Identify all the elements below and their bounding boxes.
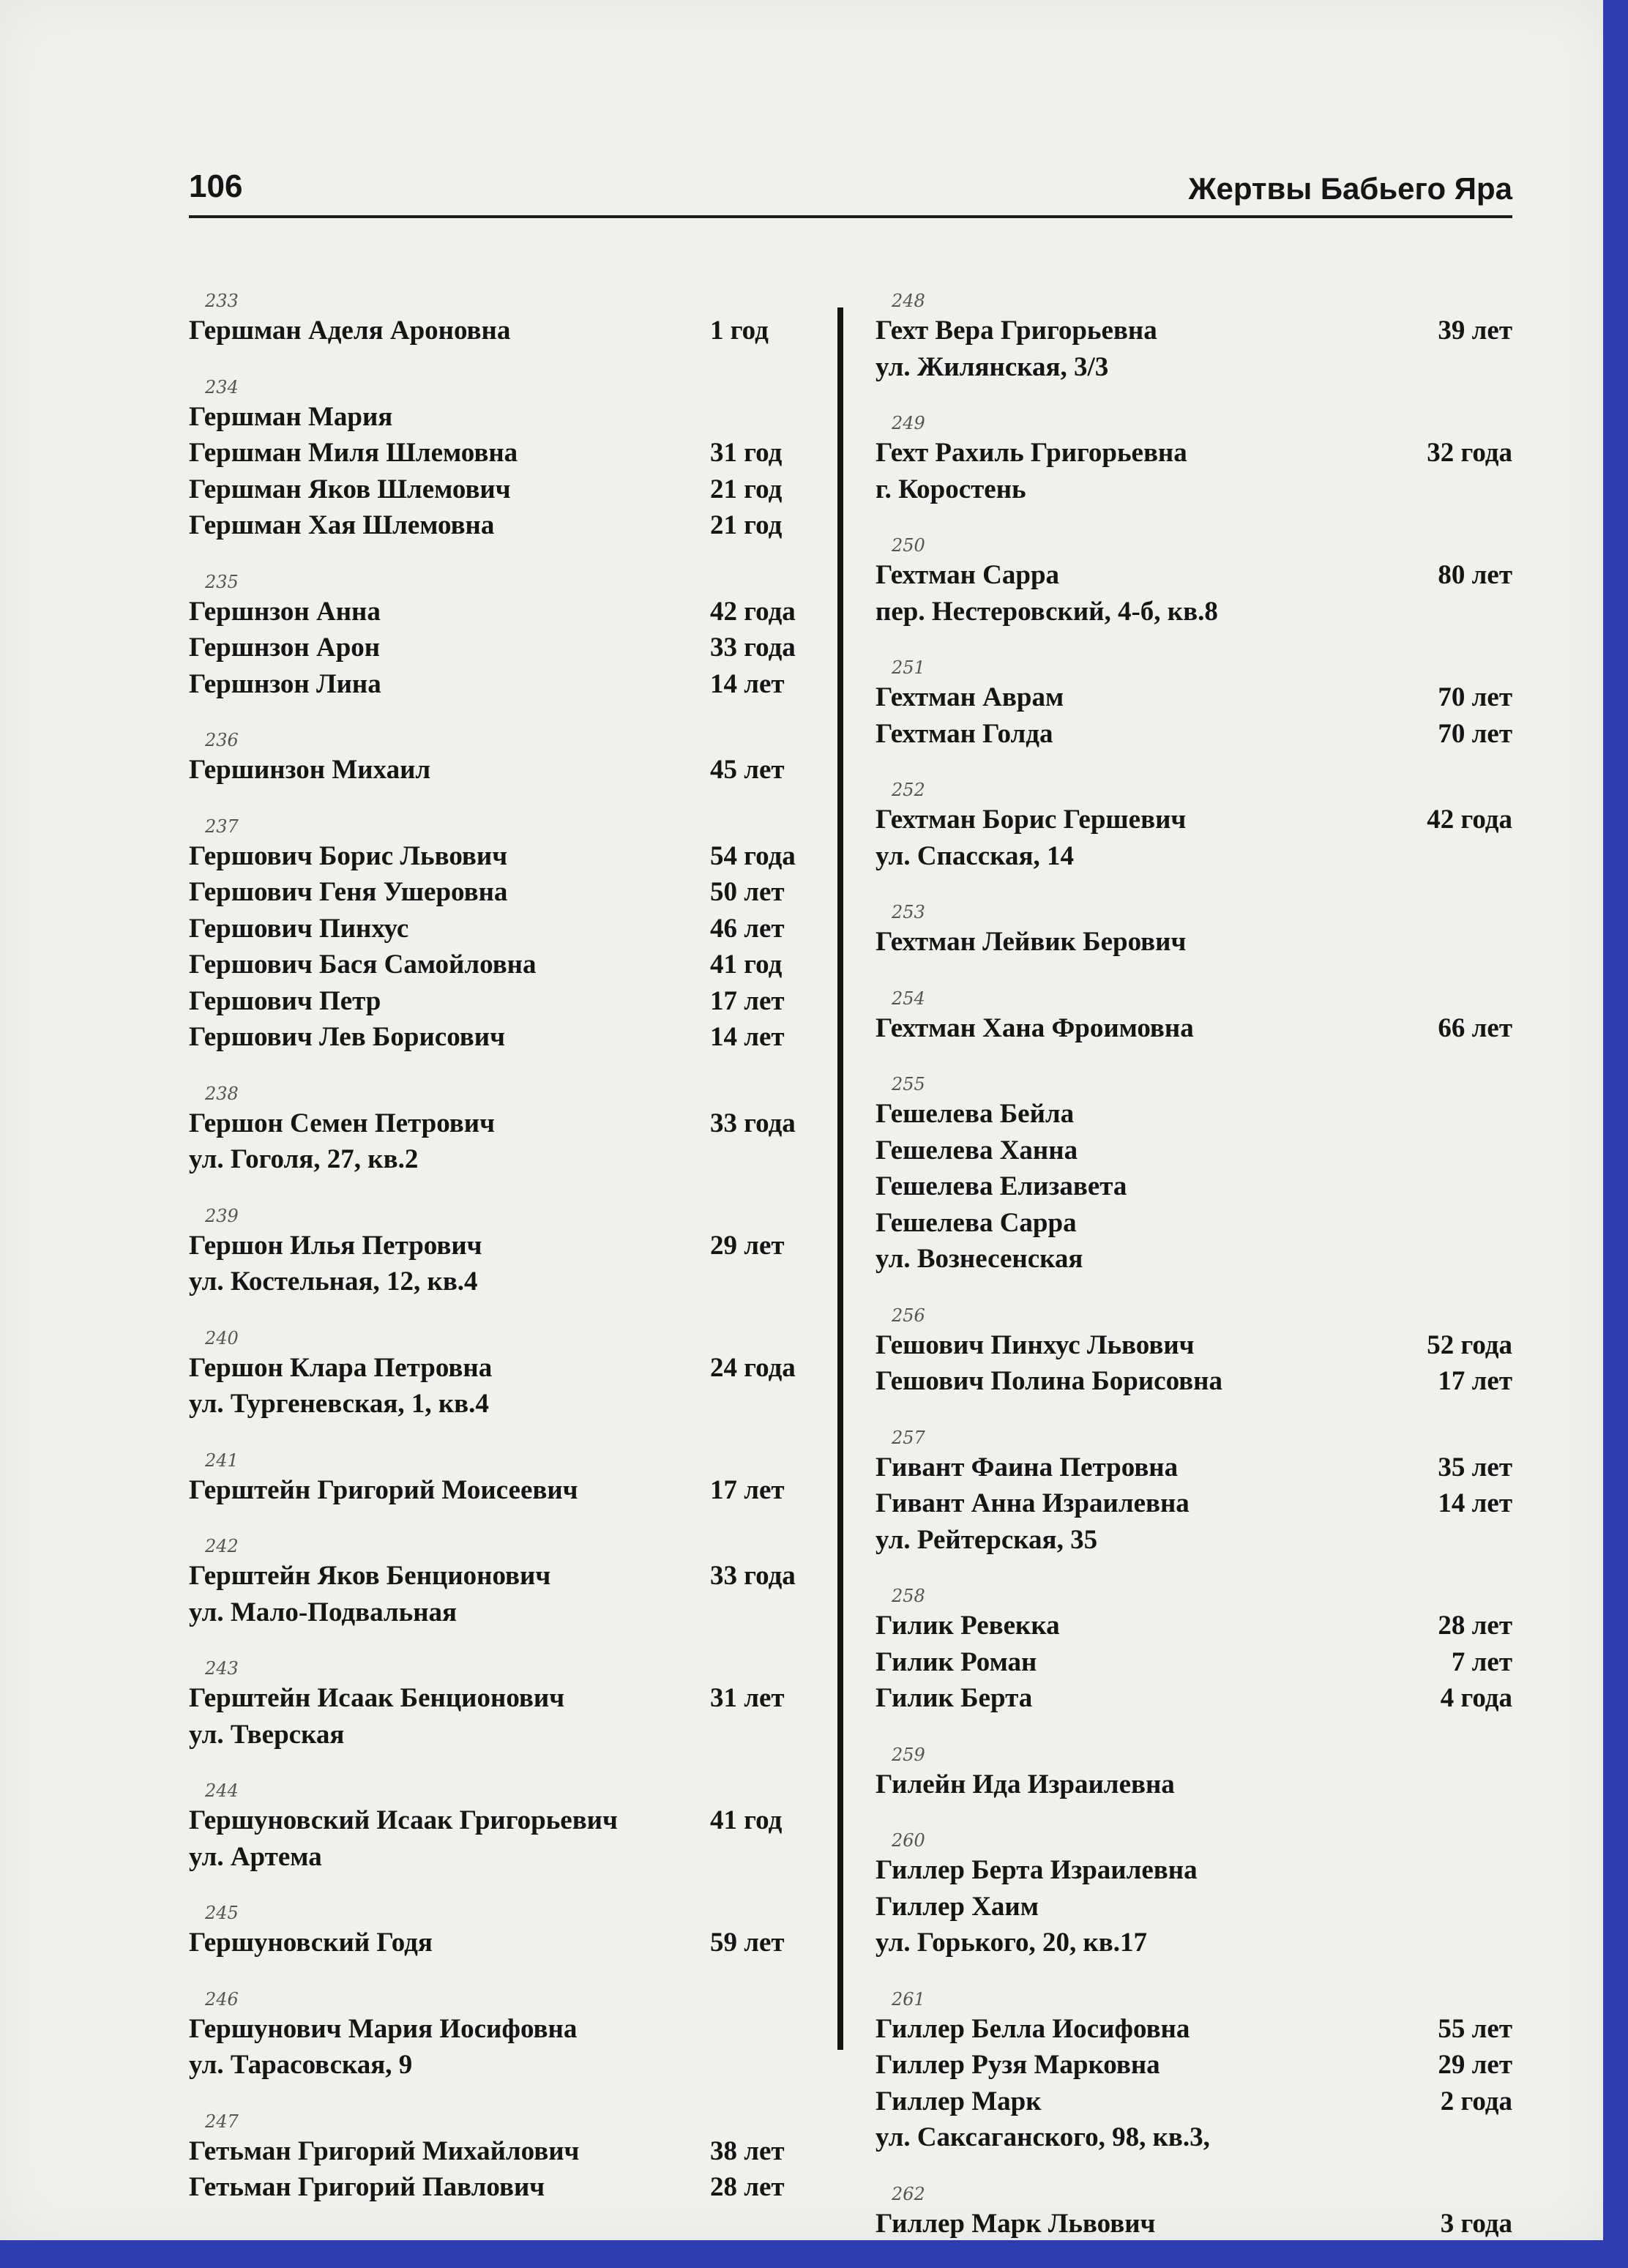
person-name: ул. Артема bbox=[189, 1841, 322, 1872]
entry-line bbox=[189, 1558, 818, 1594]
person-age: 42 года bbox=[710, 596, 796, 627]
entry-line bbox=[875, 2084, 1512, 2120]
person-name: Гиллер Марк Львович bbox=[875, 2208, 1156, 2239]
person-name: Гешелева Ханна bbox=[875, 1135, 1078, 1165]
person-name: Гершович Борис Львович bbox=[189, 840, 508, 871]
person-name: Гешович Пинхус Львович bbox=[875, 1329, 1195, 1360]
person-age: 3 года bbox=[1440, 2208, 1512, 2239]
person-name: Гершман Хая Шлемовна bbox=[189, 510, 495, 540]
person-name: г. Коростень bbox=[875, 474, 1026, 504]
person-name: Гилик Берта bbox=[875, 1683, 1033, 1713]
person-name: ул. Горького, 20, кв.17 bbox=[875, 1928, 1148, 1958]
person-age: 33 года bbox=[710, 1561, 796, 1591]
person-age: 21 год bbox=[710, 474, 783, 504]
person-name: Гиллер Рузя Марковна bbox=[875, 2050, 1160, 2080]
handwritten-entry-number: 241 bbox=[205, 1450, 239, 1471]
entry-line bbox=[875, 679, 1512, 716]
person-name: Гешелева Сарра bbox=[875, 1207, 1077, 1238]
person-age: 17 лет bbox=[710, 1474, 785, 1505]
person-name: Гиллер Белла Иосифовна bbox=[875, 2013, 1190, 2044]
entry-line bbox=[189, 983, 818, 1020]
entry-line bbox=[189, 1350, 818, 1387]
entry-line bbox=[875, 1485, 1512, 1522]
handwritten-entry-number: 233 bbox=[205, 291, 239, 311]
person-age: 17 лет bbox=[1438, 1366, 1512, 1396]
entry-line bbox=[875, 349, 1512, 386]
victim-entry bbox=[189, 1988, 818, 2084]
person-name: Гивант Анна Израилевна bbox=[875, 1488, 1190, 1518]
person-name: ул. Костельная, 12, кв.4 bbox=[189, 1267, 478, 1297]
victim-entry bbox=[875, 1743, 1512, 1803]
entry-line bbox=[875, 1680, 1512, 1717]
victim-entry bbox=[189, 1779, 818, 1875]
person-name: Гершович Петр bbox=[189, 985, 381, 1016]
entry-line bbox=[189, 1680, 818, 1717]
entry-line bbox=[875, 716, 1512, 753]
entry-line bbox=[875, 1205, 1512, 1242]
person-name: Гешович Полина Борисовна bbox=[875, 1366, 1222, 1396]
victim-entry bbox=[189, 570, 818, 703]
victim-entry bbox=[875, 1304, 1512, 1400]
entry-line bbox=[189, 2133, 818, 2170]
person-age: 52 года bbox=[1427, 1329, 1512, 1360]
person-name: ул. Гоголя, 27, кв.2 bbox=[189, 1144, 419, 1174]
handwritten-entry-number: 252 bbox=[892, 780, 925, 800]
entry-line bbox=[189, 594, 818, 630]
person-name: Гехтман Хана Фроимовна bbox=[875, 1012, 1194, 1043]
running-title: Жертвы Бабьего Яра bbox=[1188, 171, 1512, 206]
victim-entry bbox=[875, 1584, 1512, 1717]
victim-entry bbox=[189, 1327, 818, 1422]
entry-line bbox=[875, 838, 1512, 875]
entry-line bbox=[875, 1925, 1512, 1961]
person-name: Гехтман Борис Гершевич bbox=[875, 805, 1187, 835]
entry-line bbox=[189, 1802, 818, 1839]
person-age: 54 года bbox=[710, 840, 796, 871]
person-name: ул. Тверская bbox=[189, 1719, 345, 1750]
person-name: Герштейн Исаак Бенционович bbox=[189, 1683, 565, 1713]
person-name: Гиллер Марк bbox=[875, 2086, 1042, 2116]
handwritten-entry-number: 240 bbox=[205, 1327, 239, 1349]
handwritten-entry-number: 253 bbox=[892, 902, 925, 922]
column-divider bbox=[837, 307, 843, 2050]
person-name: ул. Вознесенская bbox=[875, 1244, 1083, 1274]
person-age: 28 лет bbox=[1438, 1611, 1512, 1641]
person-age: 39 лет bbox=[1438, 316, 1512, 346]
person-name: Гершович Лев Борисович bbox=[189, 1022, 505, 1052]
person-age: 2 года bbox=[1440, 2086, 1512, 2116]
handwritten-entry-number: 246 bbox=[205, 1988, 239, 2010]
entry-line bbox=[189, 435, 818, 471]
victim-entry bbox=[189, 376, 818, 544]
person-age: 59 лет bbox=[710, 1928, 785, 1958]
entry-line bbox=[189, 1105, 818, 1142]
person-name: Гершнзон Арон bbox=[189, 633, 381, 663]
page-number: 106 bbox=[189, 168, 243, 204]
person-age: 41 год bbox=[710, 1805, 783, 1835]
handwritten-entry-number: 239 bbox=[205, 1205, 239, 1226]
entry-line bbox=[189, 947, 818, 983]
entry-line bbox=[189, 1472, 818, 1509]
victim-entry bbox=[875, 1426, 1512, 1559]
person-name: Гершман Аделя Ароновна bbox=[189, 316, 511, 346]
entry-line bbox=[875, 2011, 1512, 2048]
victim-entry bbox=[875, 289, 1512, 385]
person-age: 31 лет bbox=[710, 1683, 785, 1713]
victim-entry bbox=[189, 1901, 818, 1961]
entry-line bbox=[875, 802, 1512, 838]
person-age: 70 лет bbox=[1438, 718, 1512, 749]
victim-entry bbox=[875, 1988, 1512, 2156]
person-age: 33 года bbox=[710, 1108, 796, 1138]
entry-line bbox=[875, 1522, 1512, 1559]
handwritten-entry-number: 238 bbox=[205, 1083, 239, 1104]
victim-entry bbox=[875, 411, 1512, 507]
entry-line bbox=[875, 435, 1512, 471]
person-name: Гешелева Бейла bbox=[875, 1099, 1075, 1129]
entry-line bbox=[875, 1096, 1512, 1133]
victim-entry bbox=[189, 1204, 818, 1300]
entry-line bbox=[189, 630, 818, 666]
entry-line bbox=[189, 752, 818, 788]
handwritten-entry-number: 251 bbox=[892, 657, 925, 678]
victim-entry bbox=[875, 900, 1512, 960]
entry-line bbox=[189, 1264, 818, 1300]
entry-line bbox=[875, 1363, 1512, 1400]
person-name: Гершович Геня Ушеровна bbox=[189, 877, 508, 907]
handwritten-entry-number: 237 bbox=[205, 816, 239, 837]
person-name: Гершман Мария bbox=[189, 401, 393, 432]
entry-line bbox=[189, 1717, 818, 1753]
entry-line bbox=[875, 594, 1512, 630]
person-name: Гешелева Елизавета bbox=[875, 1171, 1127, 1201]
person-name: Гершон Клара Петровна bbox=[189, 1352, 493, 1383]
person-name: Гершон Илья Петрович bbox=[189, 1230, 482, 1261]
person-age: 7 лет bbox=[1451, 1646, 1512, 1677]
victim-entry bbox=[189, 1657, 818, 1753]
person-name: Гершунович Мария Иосифовна bbox=[189, 2013, 578, 2044]
entry-line bbox=[189, 666, 818, 703]
person-name: ул. Тургеневская, 1, кв.4 bbox=[189, 1389, 489, 1419]
entry-line bbox=[189, 399, 818, 436]
entry-line bbox=[189, 507, 818, 544]
person-age: 14 лет bbox=[710, 1022, 785, 1052]
handwritten-entry-number: 261 bbox=[892, 1988, 925, 2010]
handwritten-entry-number: 262 bbox=[892, 2183, 925, 2204]
victim-entry bbox=[189, 728, 818, 788]
victim-entry bbox=[875, 2182, 1512, 2242]
handwritten-entry-number: 259 bbox=[892, 1744, 925, 1765]
person-age: 14 лет bbox=[710, 668, 785, 699]
entry-line bbox=[189, 1386, 818, 1422]
handwritten-entry-number: 248 bbox=[892, 291, 925, 311]
person-name: Гершинзон Михаил bbox=[189, 755, 431, 785]
handwritten-entry-number: 249 bbox=[892, 413, 925, 433]
person-age: 4 года bbox=[1440, 1683, 1512, 1713]
entry-line bbox=[875, 1644, 1512, 1681]
person-name: Гилик Ревекка bbox=[875, 1611, 1060, 1641]
person-name: Гиллер Берта Израилевна bbox=[875, 1855, 1198, 1885]
handwritten-entry-number: 244 bbox=[205, 1780, 239, 1801]
victim-entry bbox=[875, 1829, 1512, 1961]
victim-entry bbox=[875, 656, 1512, 752]
handwritten-entry-number: 260 bbox=[892, 1830, 925, 1851]
left-column bbox=[189, 289, 818, 2232]
handwritten-entry-number: 250 bbox=[892, 535, 925, 556]
person-age: 17 лет bbox=[710, 985, 785, 1016]
entry-line bbox=[875, 1168, 1512, 1205]
victim-entry bbox=[875, 987, 1512, 1047]
person-name: Гершнзон Анна bbox=[189, 596, 381, 627]
person-name: Гилейн Ида Израилевна bbox=[875, 1769, 1175, 1799]
entry-line bbox=[875, 471, 1512, 508]
person-name: Гершуновский Годя bbox=[189, 1928, 433, 1958]
entry-line bbox=[189, 838, 818, 875]
person-age: 70 лет bbox=[1438, 682, 1512, 712]
handwritten-entry-number: 245 bbox=[205, 1903, 239, 1923]
person-age: 24 года bbox=[710, 1352, 796, 1383]
entry-line bbox=[875, 2119, 1512, 2156]
person-age: 45 лет bbox=[710, 755, 785, 785]
person-name: ул. Рейтерская, 35 bbox=[875, 1524, 1098, 1555]
person-name: ул. Саксаганского, 98, кв.3, bbox=[875, 2122, 1210, 2152]
person-name: Гивант Фаина Петровна bbox=[875, 1452, 1179, 1482]
entry-line bbox=[875, 2047, 1512, 2084]
person-age: 41 год bbox=[710, 950, 783, 980]
person-age: 80 лет bbox=[1438, 560, 1512, 590]
victim-entry bbox=[189, 815, 818, 1056]
entry-line bbox=[875, 1133, 1512, 1169]
person-name: Гершуновский Исаак Григорьевич bbox=[189, 1805, 618, 1835]
person-name: Гершович Пинхус bbox=[189, 913, 409, 944]
person-name: Гетьман Григорий Михайлович bbox=[189, 2135, 580, 2166]
entry-line bbox=[875, 313, 1512, 349]
entry-line bbox=[189, 2011, 818, 2048]
entry-line bbox=[189, 874, 818, 911]
entry-line bbox=[189, 1019, 818, 1056]
handwritten-entry-number: 257 bbox=[892, 1427, 925, 1448]
handwritten-entry-number: 243 bbox=[205, 1658, 239, 1679]
person-name: Герштейн Яков Бенционович bbox=[189, 1561, 551, 1591]
victim-entry bbox=[189, 1534, 818, 1630]
person-age: 29 лет bbox=[1438, 2050, 1512, 2080]
entry-line bbox=[189, 1228, 818, 1264]
person-age: 42 года bbox=[1427, 805, 1512, 835]
page-header bbox=[189, 168, 1512, 218]
person-name: Гершман Яков Шлемович bbox=[189, 474, 511, 504]
entry-line bbox=[189, 2169, 818, 2206]
person-age: 50 лет bbox=[710, 877, 785, 907]
handwritten-entry-number: 235 bbox=[205, 571, 239, 592]
entry-line bbox=[875, 1608, 1512, 1644]
person-name: Гершович Бася Самойловна bbox=[189, 950, 537, 980]
person-name: Гехтман Сарра bbox=[875, 560, 1060, 590]
entry-line bbox=[875, 1450, 1512, 1486]
right-column bbox=[875, 289, 1512, 2268]
person-name: Гилик Роман bbox=[875, 1646, 1037, 1677]
victim-entry bbox=[875, 1073, 1512, 1277]
person-name: Гершон Семен Петрович bbox=[189, 1108, 495, 1138]
person-age: 55 лет bbox=[1438, 2013, 1512, 2044]
person-name: Гершнзон Лина bbox=[189, 668, 381, 699]
entry-line bbox=[875, 924, 1512, 960]
handwritten-entry-number: 255 bbox=[892, 1074, 925, 1094]
entry-line bbox=[875, 557, 1512, 594]
person-name: Гехтман Аврам bbox=[875, 682, 1064, 712]
victim-entry bbox=[189, 2110, 818, 2206]
victim-entry bbox=[189, 1449, 818, 1509]
entry-line bbox=[189, 313, 818, 349]
entry-line bbox=[875, 1852, 1512, 1889]
handwritten-entry-number: 256 bbox=[892, 1305, 925, 1326]
entry-line bbox=[189, 2047, 818, 2084]
handwritten-entry-number: 258 bbox=[892, 1586, 925, 1606]
person-name: Гиллер Хаим bbox=[875, 1891, 1039, 1922]
entry-line bbox=[875, 1327, 1512, 1364]
person-name: ул. Мало-Подвальная bbox=[189, 1597, 458, 1627]
entry-line bbox=[189, 1141, 818, 1178]
person-age: 33 года bbox=[710, 633, 796, 663]
victim-entry bbox=[189, 1082, 818, 1178]
victim-entry bbox=[875, 778, 1512, 874]
person-age: 66 лет bbox=[1438, 1012, 1512, 1043]
person-name: Гехтман Голда bbox=[875, 718, 1053, 749]
entry-line bbox=[875, 2206, 1512, 2242]
person-name: Гершман Миля Шлемовна bbox=[189, 438, 518, 468]
entry-line bbox=[875, 1010, 1512, 1047]
person-name: ул. Тарасовская, 9 bbox=[189, 2050, 413, 2080]
entry-line bbox=[875, 1889, 1512, 1925]
person-age: 28 лет bbox=[710, 2172, 785, 2202]
person-age: 1 год bbox=[710, 316, 769, 346]
person-age: 29 лет bbox=[710, 1230, 785, 1261]
person-name: Гехт Вера Григорьевна bbox=[875, 316, 1157, 346]
person-name: Герштейн Григорий Моисеевич bbox=[189, 1474, 578, 1505]
entry-line bbox=[189, 1594, 818, 1631]
handwritten-entry-number: 247 bbox=[205, 2111, 239, 2132]
handwritten-entry-number: 254 bbox=[892, 988, 925, 1009]
person-name: Гетьман Григорий Павлович bbox=[189, 2172, 545, 2202]
person-name: пер. Нестеровский, 4-б, кв.8 bbox=[875, 596, 1218, 627]
person-age: 35 лет bbox=[1438, 1452, 1512, 1482]
person-name: Гехтман Лейвик Берович bbox=[875, 927, 1187, 957]
person-age: 38 лет bbox=[710, 2135, 785, 2166]
victim-entry bbox=[875, 534, 1512, 630]
handwritten-entry-number: 236 bbox=[205, 730, 239, 750]
person-age: 14 лет bbox=[1438, 1488, 1512, 1518]
entry-line bbox=[875, 1241, 1512, 1277]
person-age: 46 лет bbox=[710, 913, 785, 944]
handwritten-entry-number: 242 bbox=[205, 1536, 239, 1556]
person-age: 32 года bbox=[1427, 438, 1512, 468]
person-name: Гехт Рахиль Григорьевна bbox=[875, 438, 1187, 468]
handwritten-entry-number: 234 bbox=[205, 376, 239, 398]
person-age: 31 год bbox=[710, 438, 783, 468]
victim-entry bbox=[189, 289, 818, 349]
person-age: 21 год bbox=[710, 510, 783, 540]
person-name: ул. Жилянская, 3/3 bbox=[875, 351, 1109, 382]
entry-line bbox=[189, 1925, 818, 1961]
entry-line bbox=[189, 911, 818, 947]
entry-line bbox=[189, 471, 818, 508]
entry-line bbox=[875, 1767, 1512, 1803]
person-name: ул. Спасская, 14 bbox=[875, 840, 1074, 871]
entry-line bbox=[189, 1839, 818, 1876]
